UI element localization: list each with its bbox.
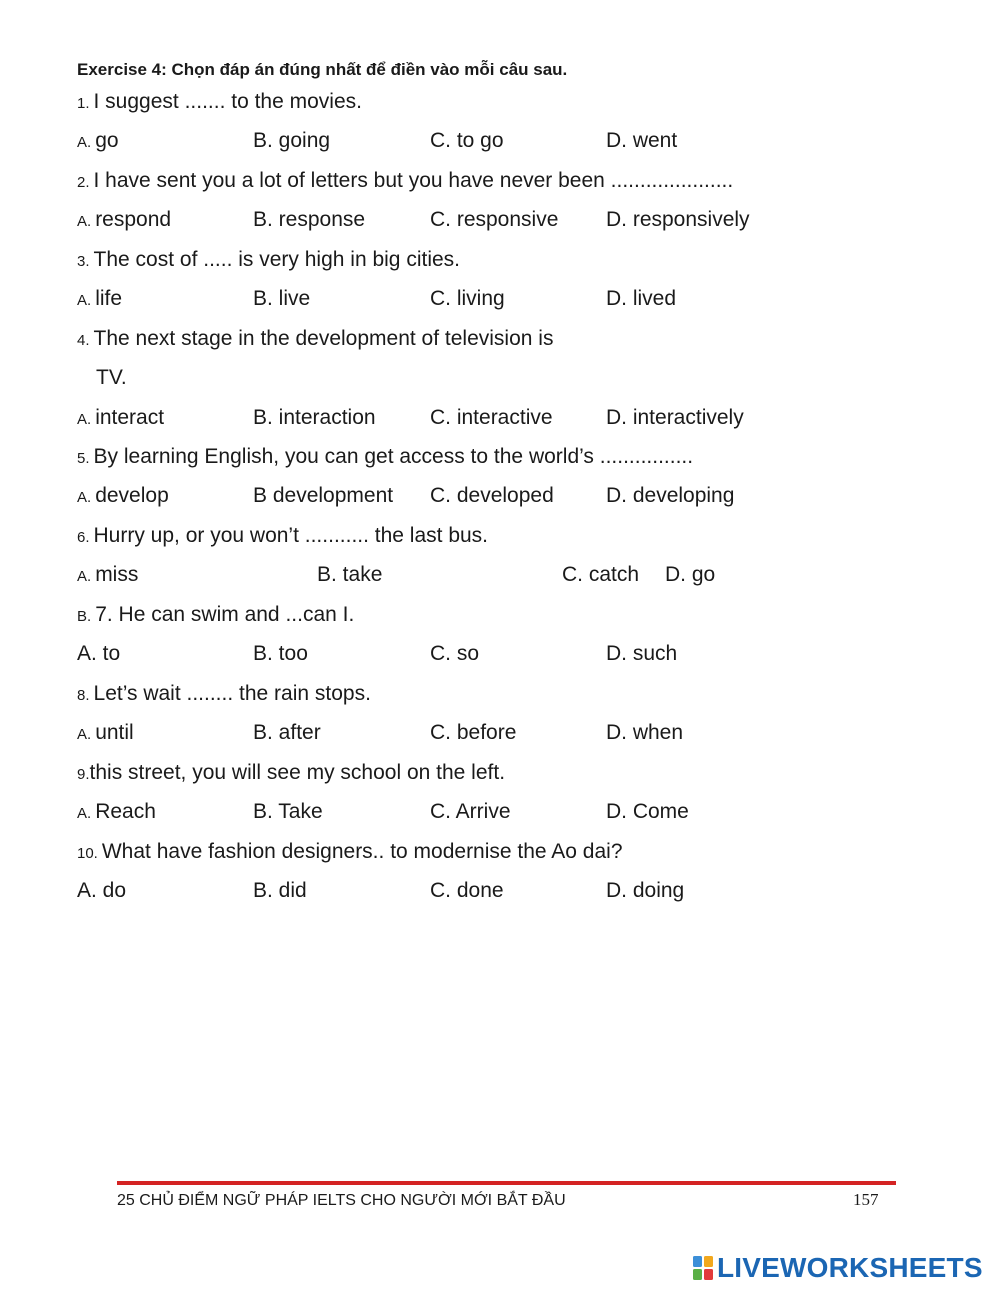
liveworksheets-icon [692, 1255, 714, 1281]
option-c[interactable]: C. before [430, 721, 517, 744]
brand-name: LIVEWORKSHEETS [717, 1252, 983, 1283]
question-text: The cost of ..... is very high in big cities. [93, 248, 461, 271]
question-7 [77, 601, 354, 629]
option-c[interactable]: C. interactive [430, 406, 553, 429]
footer-divider [117, 1181, 896, 1185]
option-b[interactable]: B. take [317, 563, 383, 586]
question-text: What have fashion designers.. to modernise the Ao dai? [101, 840, 623, 863]
option-a[interactable]: Reach [95, 800, 156, 823]
question-text: 7. He can swim and ...can I. [95, 603, 355, 626]
option-d[interactable]: D. developing [606, 484, 735, 507]
question-number: 5. [77, 450, 90, 467]
question-6 [77, 522, 488, 550]
option-prefix: A. [77, 213, 92, 230]
footer-book-title: 25 CHỦ ĐIỂM NGỮ PHÁP IELTS CHO NGƯỜI MỚI BẮT ĐẦU [117, 1192, 566, 1209]
question-number: 1. [77, 95, 90, 112]
option-prefix: A. [77, 134, 92, 151]
question-4 [77, 325, 553, 353]
question-text: Let’s wait ........ the rain stops. [93, 682, 371, 705]
option-d[interactable]: D. when [606, 721, 684, 744]
question-text: Hurry up, or you won’t ........... the last bus. [93, 524, 489, 547]
option-d[interactable]: D. doing [606, 879, 685, 902]
option-prefix: A. [77, 726, 92, 743]
exercise-title: Exercise 4: Chọn đáp án đúng nhất để điền vào mỗi câu sau. [77, 60, 568, 79]
option-b[interactable]: B. interaction [253, 406, 376, 429]
option-b[interactable]: B. going [253, 129, 331, 152]
question-3 [77, 246, 460, 274]
option-a[interactable]: go [95, 129, 119, 152]
question-1 [77, 88, 362, 116]
option-b[interactable]: B. live [253, 287, 311, 310]
option-b[interactable]: B. response [253, 208, 366, 231]
logo-block [693, 1269, 702, 1280]
option-b[interactable]: B. too [253, 642, 308, 665]
option-a[interactable]: respond [95, 208, 172, 231]
question-number: 4. [77, 332, 90, 349]
option-c[interactable]: C. developed [430, 484, 554, 507]
option-prefix: A. [77, 489, 92, 506]
logo-block [693, 1256, 702, 1267]
option-b[interactable]: B development [253, 484, 394, 507]
option-a[interactable]: develop [95, 484, 169, 507]
question-text: this street, you will see my school on the left. [89, 761, 506, 784]
option-c[interactable]: C. so [430, 642, 480, 665]
option-d[interactable]: D. go [665, 563, 716, 586]
option-b[interactable]: B. after [253, 721, 321, 744]
question-2 [77, 167, 733, 195]
question-number: 9. [77, 766, 90, 783]
question-number: 3. [77, 253, 90, 270]
option-prefix: A. [77, 411, 92, 428]
question-8 [77, 680, 371, 708]
option-c[interactable]: C. responsive [430, 208, 559, 231]
question-9 [77, 759, 505, 787]
option-d[interactable]: D. interactively [606, 406, 744, 429]
option-a[interactable]: life [95, 287, 123, 310]
liveworksheets-logo[interactable] [692, 1250, 983, 1286]
option-a[interactable]: miss [95, 563, 139, 586]
question-number: 6. [77, 529, 90, 546]
question-number: B. [77, 608, 92, 625]
option-a[interactable]: A. to [77, 642, 121, 665]
option-d[interactable]: D. lived [606, 287, 677, 310]
question-number: 8. [77, 687, 90, 704]
question-4-continuation: TV. [96, 366, 127, 389]
option-c[interactable]: C. done [430, 879, 504, 902]
option-d[interactable]: D. Come [606, 800, 689, 823]
question-text: I have sent you a lot of letters but you have never been ..................... [93, 169, 734, 192]
option-a[interactable]: until [95, 721, 134, 744]
option-d[interactable]: D. went [606, 129, 678, 152]
option-prefix: A. [77, 292, 92, 309]
option-c[interactable]: C. Arrive [430, 800, 511, 823]
option-d[interactable]: D. such [606, 642, 678, 665]
question-text: By learning English, you can get access to the world’s ................ [93, 445, 694, 468]
option-b[interactable]: B. Take [253, 800, 323, 823]
question-number: 2. [77, 174, 90, 191]
option-c[interactable]: C. to go [430, 129, 504, 152]
option-prefix: A. [77, 805, 92, 822]
question-text: I suggest ....... to the movies. [93, 90, 362, 113]
option-c[interactable]: C. catch [562, 563, 640, 586]
question-number: 10. [77, 845, 98, 862]
option-a[interactable]: interact [95, 406, 165, 429]
logo-block [704, 1269, 713, 1280]
option-a[interactable]: A. do [77, 879, 127, 902]
logo-block [704, 1256, 713, 1267]
option-d[interactable]: D. responsively [606, 208, 750, 231]
question-5 [77, 443, 693, 471]
question-text: The next stage in the development of television is [93, 327, 554, 350]
option-c[interactable]: C. living [430, 287, 505, 310]
option-b[interactable]: B. did [253, 879, 307, 902]
option-prefix: A. [77, 568, 92, 585]
question-10 [77, 838, 623, 866]
page-number: 157 [853, 1190, 879, 1209]
